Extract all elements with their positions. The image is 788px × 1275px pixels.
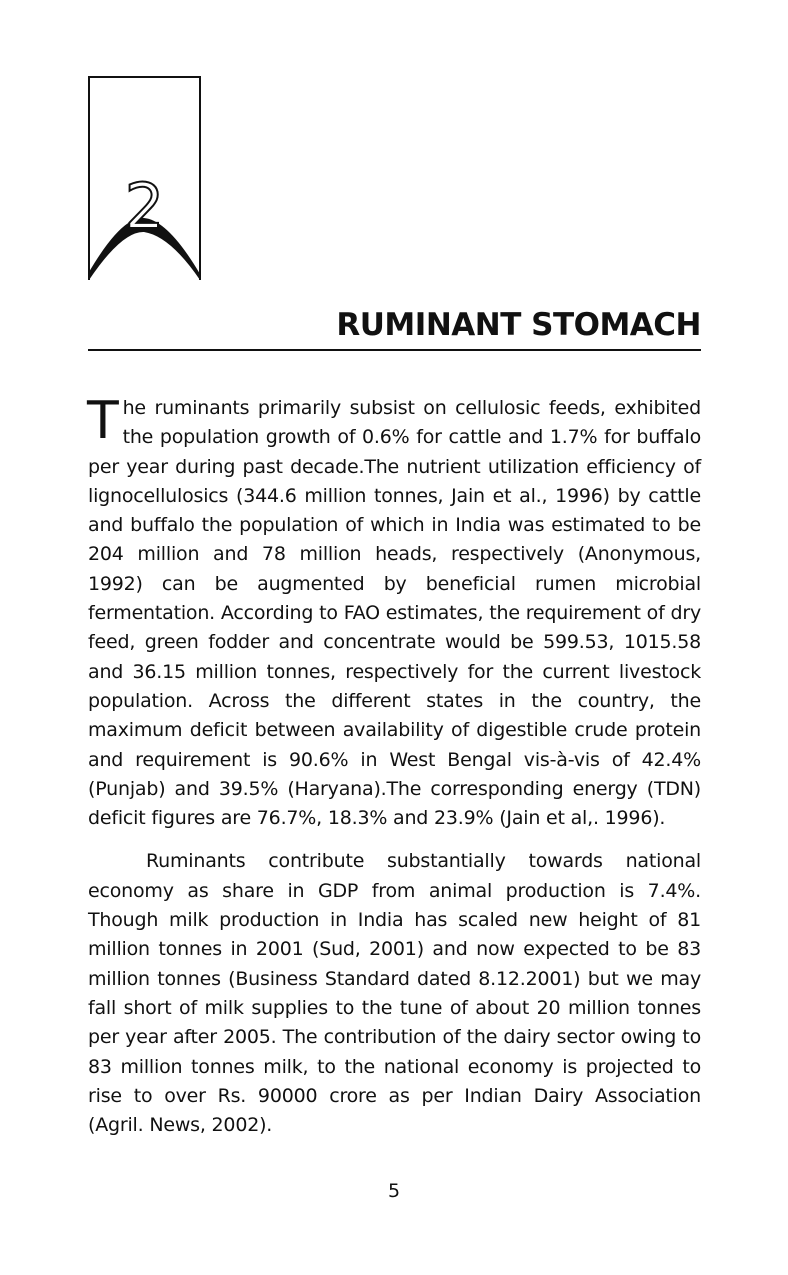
- body-text: [87, 391, 701, 1140]
- paragraph-1: [87, 391, 701, 833]
- chapter-number-box: [88, 76, 201, 280]
- title-rule: [88, 349, 701, 351]
- drop-cap: T: [87, 391, 119, 451]
- page-number: 5: [387, 1180, 401, 1202]
- chapter-number: 2: [124, 170, 165, 243]
- paragraph-1-text: he ruminants primarily subsist on cellulosic feeds, exhibited the population growth of 0.6% for cattle and 1.7% for buffalo per year during past decade.The nutrient utilization efficiency of lignocellulosics (344.6 million tonnes, Jain et al., 1996) by cattle and buffalo the population of which in India was estimated to be 204 million and 78 million heads, respectively (Anonymous, 1992) can be augmented by beneficial rumen microbial fermentation. According to FAO estimates, the requirement of dry feed, green fodder and concentrate would be 599.53, 1015.58 and 36.15 million tonnes, respectively for the current livestock population. Across the different states in the country, the maximum deficit between availability of digestible crude protein and requirement is 90.6% in West Bengal vis-à-vis of 42.4% (Punjab) and 39.5% (Haryana).The corresponding energy (TDN) deficit figures are 76.7%, 18.3% and 23.9% (Jain et al,. 1996).: [88, 397, 701, 830]
- paragraph-2: Ruminants contribute substantially towards national economy as share in GDP from animal production is 7.4%. Though milk production in India has scaled new height of 81 million tonnes in 2001 (Sud, 2001) and now expected to be 83 million tonnes (Business Standard dated 8.12.2001) but we may fall short of milk supplies to the tune of about 20 million tonnes per year after 2005. The contribution of the dairy sector owing to 83 million tonnes milk, to the national economy is projected to rise to over Rs. 90000 crore as per Indian Dairy Association (Agril. News, 2002).: [88, 850, 701, 1137]
- chapter-title: RUMINANT STOMACH: [336, 307, 701, 343]
